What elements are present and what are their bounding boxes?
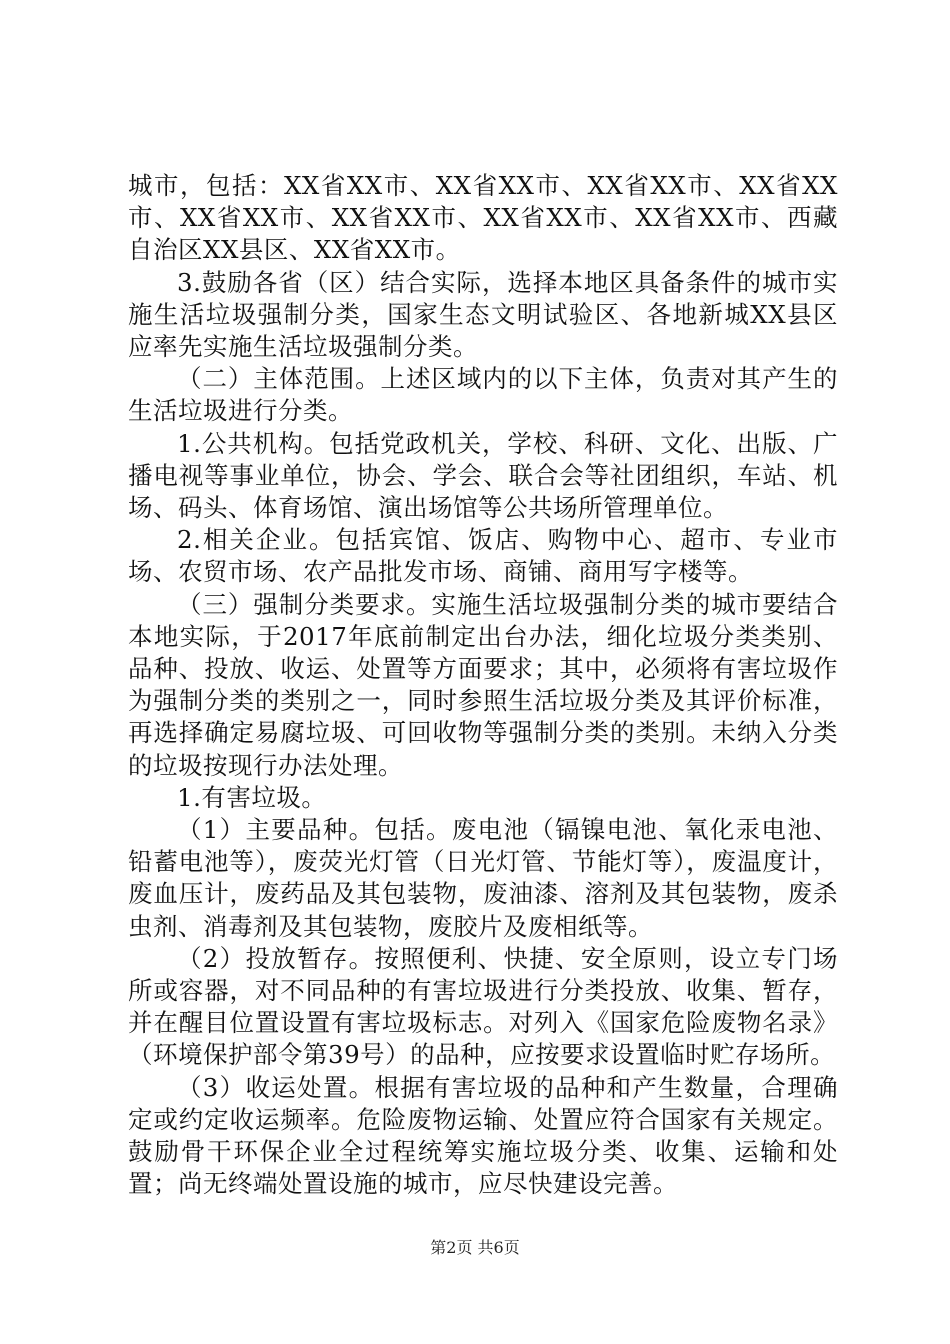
paragraph-related-enterprises: 2.相关企业。包括宾馆、饭店、购物中心、超市、专业市场、农贸市场、农产品批发市场、商铺、商用写字楼等。: [128, 525, 838, 587]
paragraph-section-requirements: （三）强制分类要求。实施生活垃圾强制分类的城市要结合本地实际，于2017年底前制定出台办法，细化垃圾分类类别、品种、投放、收运、处置等方面要求；其中，必须将有害垃圾作为强制分类的类别之一，同时参照生活垃圾分类及其评价标准，再选择确定易腐垃圾、可回收物等强制分类的类别。未纳入分类的垃圾按现行办法处理。: [128, 589, 838, 780]
document-body: [128, 170, 838, 1201]
paragraph-section-subjects: （二）主体范围。上述区域内的以下主体，负责对其产生的生活垃圾进行分类。: [128, 364, 838, 426]
page-number-footer: 第2页 共6页: [430, 1238, 520, 1257]
paragraph-disposal-storage: （2）投放暂存。按照便利、快捷、安全原则，设立专门场所或容器，对不同品种的有害垃圾进行分类投放、收集、暂存，并在醒目位置设置有害垃圾标志。对列入《国家危险废物名录》（环境保护部令第39号）的品种，应按要求设置临时贮存场所。: [128, 943, 838, 1070]
paragraph-hazardous-waste-heading: 1.有害垃圾。: [177, 782, 327, 812]
paragraph-collection-disposal: （3）收运处置。根据有害垃圾的品种和产生数量，合理确定或约定收运频率。危险废物运输、处置应符合国家有关规定。鼓励骨干环保企业全过程统筹实施垃圾分类、收集、运输和处置；尚无终端处置设施的城市，应尽快建设完善。: [128, 1072, 838, 1199]
paragraph-public-institutions: 1.公共机构。包括党政机关，学校、科研、文化、出版、广播电视等事业单位，协会、学会、联合会等社团组织，车站、机场、码头、体育场馆、演出场馆等公共场所管理单位。: [128, 428, 838, 523]
paragraph-city-list: 城市，包括：XX省XX市、XX省XX市、XX省XX市、XX省XX市、XX省XX市、XX省XX市、XX省XX市、XX省XX市、西藏自治区XX县区、XX省XX市。: [128, 171, 838, 265]
paragraph-main-types: （1）主要品种。包括。废电池（镉镍电池、氧化汞电池、铅蓄电池等），废荧光灯管（日光灯管、节能灯等），废温度计，废血压计，废药品及其包装物，废油漆、溶剂及其包装物，废杀虫剂、消毒剂及其包装物，废胶片及废相纸等。: [128, 815, 838, 941]
paragraph-item-3: 3.鼓励各省（区）结合实际，选择本地区具备条件的城市实施生活垃圾强制分类，国家生态文明试验区、各地新城XX县区应率先实施生活垃圾强制分类。: [128, 267, 838, 362]
